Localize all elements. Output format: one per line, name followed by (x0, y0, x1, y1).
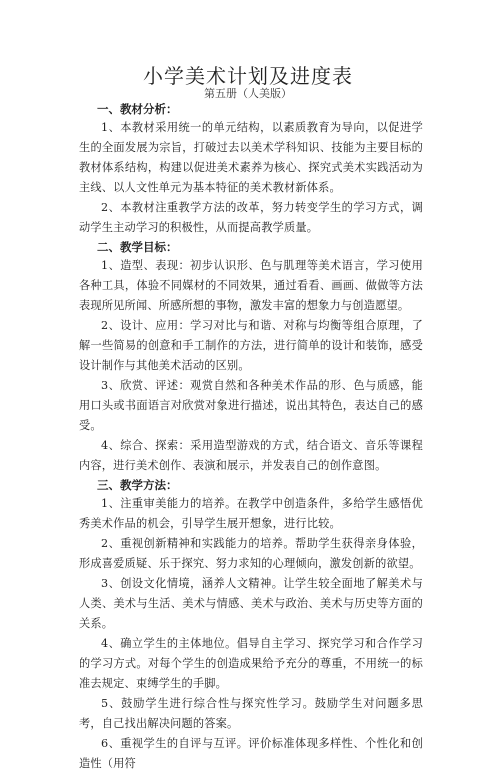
paragraph: 2、重视创新精神和实践能力的培养。帮助学生获得亲身体验，形成喜爱质疑、乐于探究、努力求知的心理倾向，激发创新的欲望。 (79, 537, 423, 570)
document-body (79, 100, 423, 774)
section-teaching-goals (79, 238, 423, 476)
page-title: 小学美术计划及进度表 (143, 64, 353, 88)
paragraph: 5、鼓励学生进行综合性与探究性学习。鼓励学生对问题多思考，自己找出解决问题的答案。 (79, 697, 423, 730)
section-heading: 一、教材分析： (97, 102, 178, 116)
section-teaching-methods (79, 476, 423, 774)
section-heading: 二、教学目标： (97, 240, 178, 254)
paragraph: 2、本教材注重教学方法的改革，努力转变学生的学习方式，调动学生主动学习的积极性，从而提高教学质量。 (79, 201, 423, 234)
paragraph: 3、创设文化情境，涵养人文精神。让学生较全面地了解美术与人类、美术与生活、美术与情感、美术与政治、美术与历史等方面的关系。 (79, 577, 423, 630)
paragraph: 6、重视学生的自评与互评。评价标准体现多样性、个性化和创造性（用符 (79, 737, 423, 770)
paragraph: 1、造型、表现：初步认识形、色与肌理等美术语言，学习使用各种工具，体验不同媒材的不同效果，通过看看、画画、做做等方法表现所见所闻、所感所想的事物，激发丰富的想象力与创造愿望。 (79, 259, 423, 312)
paragraph: 4、综合、探索：采用造型游戏的方式，结合语文、音乐等课程内容，进行美术创作、表演和展示，并发表自己的创作意图。 (79, 439, 423, 472)
paragraph: 1、注重审美能力的培养。在教学中创造条件，多给学生感悟优秀美术作品的机会，引导学生展开想象，进行比较。 (79, 497, 423, 530)
page-subtitle: 第五册（人美版） (204, 87, 292, 100)
section-heading: 三、教学方法： (97, 478, 178, 492)
paragraph: 2、设计、应用：学习对比与和谐、对称与均衡等组合原理，了解一些简易的创意和手工制作的方法，进行简单的设计和装饰，感受设计制作与其他美术活动的区别。 (79, 319, 423, 372)
paragraph: 4、确立学生的主体地位。倡导自主学习、探究学习和合作学习的学习方式。对每个学生的创造成果给予充分的尊重，不用统一的标准去规定、束缚学生的手脚。 (79, 637, 423, 690)
paragraph: 1、本教材采用统一的单元结构，以素质教育为导向，以促进学生的全面发展为宗旨，打破过去以美术学科知识、技能为主要目标的教材体系结构，构建以促进美术素养为核心、探究式美术实践活动为主线、以人文性单元为基本特征的美术教材新体系。 (79, 121, 423, 194)
section-textbook-analysis (79, 100, 423, 238)
paragraph: 3、欣赏、评述：观赏自然和各种美术作品的形、色与质感，能用口头或书面语言对欣赏对象进行描述，说出其特色，表达自己的感受。 (79, 379, 423, 432)
